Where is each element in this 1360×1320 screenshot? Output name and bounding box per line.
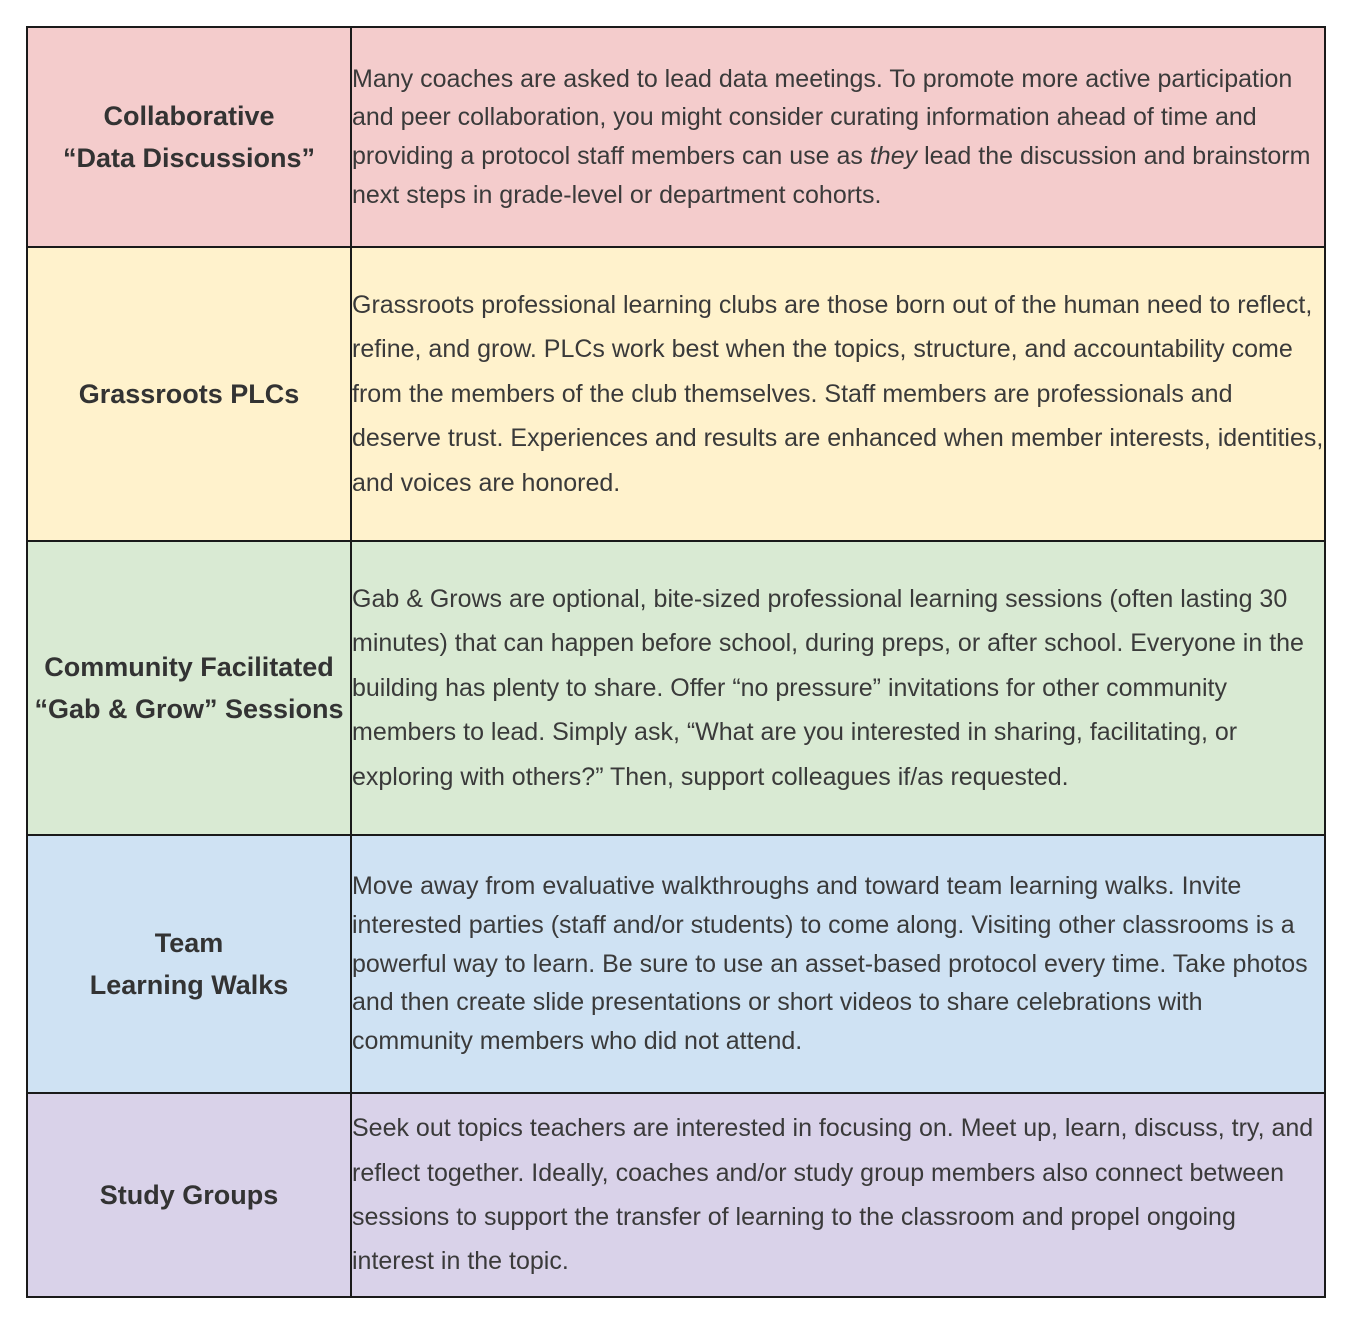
- description-emphasis: they: [869, 142, 918, 170]
- description-text: Many coaches are asked to lead data meetings. To promote more active participation and peer collaboration, you might consider curating information ahead of time and providing a protocol staff members can use as: [352, 64, 1293, 170]
- table-row: [27, 247, 1325, 541]
- row-description: [351, 835, 1325, 1093]
- table-row: [27, 541, 1325, 835]
- table-row: [27, 27, 1325, 247]
- description-text: Move away from evaluative walkthroughs and toward team learning walks. Invite interested parties (staff and/or students) to come along. Visiting other classrooms is a powerful way to learn. Be sure to use an asset-based protocol every time. Take photos and then create slide presentations or short videos to share celebrations with community members who did not attend.: [352, 872, 1308, 1056]
- description-text: Grassroots professional learning clubs are those born out of the human need to reflect, refine, and grow. PLCs work best when the topics, structure, and accountability come from the members of the club themselves. Staff members are professionals and deserve trust. Experiences and results are enhanced when member interests, identities, and voices are honored.: [352, 290, 1324, 497]
- row-label: Study Groups: [27, 1093, 351, 1297]
- row-description: [351, 247, 1325, 541]
- row-label: Grassroots PLCs: [27, 247, 351, 541]
- description-text: lead the discussion and brainstorm next steps in grade-level or department cohorts.: [352, 142, 1311, 209]
- row-label: Community Facilitated “Gab & Grow” Sessions: [27, 541, 351, 835]
- row-description: [351, 27, 1325, 247]
- row-label: Team Learning Walks: [27, 835, 351, 1093]
- description-text: Seek out topics teachers are interested in focusing on. Meet up, learn, discuss, try, and reflect together. Ideally, coaches and/or study group members also connect between sessions to support the transfer of learning to the classroom and propel ongoing interest in the topic.: [352, 1114, 1314, 1276]
- description-text: Gab & Grows are optional, bite-sized professional learning sessions (often lasting 30 minutes) that can happen before school, during preps, or after school. Everyone in the building has plenty to share. Offer “no pressure” invitations for other community members to lead. Simply ask, “What are you interested in sharing, facilitating, or exploring with others?” Then, support colleagues if/as requested.: [352, 584, 1304, 791]
- strategies-table: [26, 26, 1326, 1298]
- row-label: Collaborative “Data Discussions”: [27, 27, 351, 247]
- row-description: [351, 1093, 1325, 1297]
- table-row: [27, 835, 1325, 1093]
- row-description: [351, 541, 1325, 835]
- table-row: [27, 1093, 1325, 1297]
